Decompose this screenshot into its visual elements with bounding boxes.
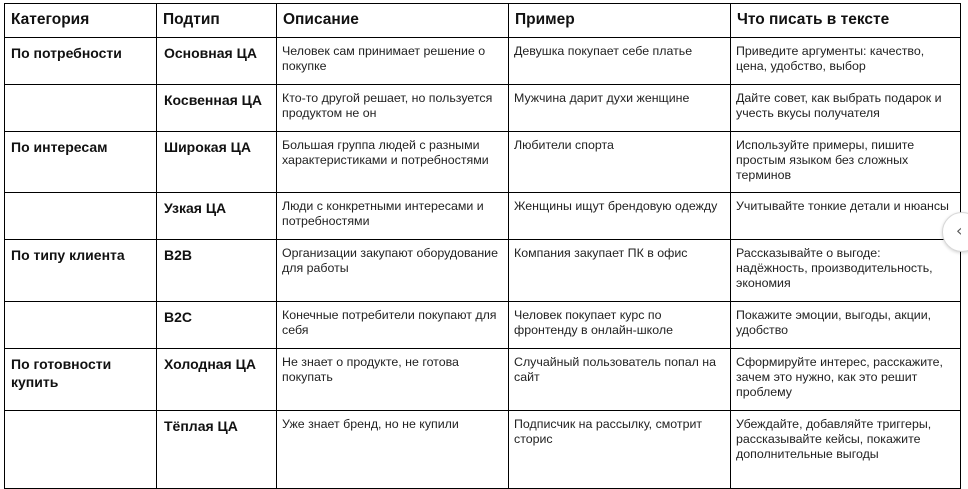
category-cell: По интересам xyxy=(5,132,157,193)
header-subtype: Подтип xyxy=(157,4,277,38)
chevron-left-icon: ‹ xyxy=(956,221,963,240)
header-example: Пример xyxy=(509,4,731,38)
example-cell: Человек покупает курс по фронтенду в онлайн-школе xyxy=(509,302,731,349)
example-cell: Случайный пользователь попал на сайт xyxy=(509,349,731,411)
header-row xyxy=(5,4,961,38)
example-cell: Компания закупает ПК в офис xyxy=(509,240,731,302)
advice-cell: Дайте совет, как выбрать подарок и учесть вкусы получателя xyxy=(731,85,961,132)
subtype-cell: Холодная ЦА xyxy=(157,349,277,411)
advice-cell: Учитывайте тонкие детали и нюансы xyxy=(731,193,961,240)
description-cell: Не знает о продукте, не готова покупать xyxy=(277,349,509,411)
subtype-cell: B2B xyxy=(157,240,277,302)
table-row xyxy=(5,85,961,132)
description-cell: Кто-то другой решает, но пользуется продуктом не он xyxy=(277,85,509,132)
header-category: Категория xyxy=(5,4,157,38)
advice-cell: Убеждайте, добавляйте триггеры, рассказывайте кейсы, покажите дополнительные выгоды xyxy=(731,411,961,489)
table-row xyxy=(5,349,961,411)
description-cell: Уже знает бренд, но не купили xyxy=(277,411,509,489)
example-cell: Женщины ищут брендовую одежду xyxy=(509,193,731,240)
advice-cell: Используйте примеры, пишите простым языком без сложных терминов xyxy=(731,132,961,193)
category-cell: По готовности купить xyxy=(5,349,157,411)
subtype-cell: Основная ЦА xyxy=(157,38,277,85)
advice-cell: Покажите эмоции, выгоды, акции, удобство xyxy=(731,302,961,349)
subtype-cell: B2C xyxy=(157,302,277,349)
category-cell: По потребности xyxy=(5,38,157,85)
example-cell: Девушка покупает себе платье xyxy=(509,38,731,85)
table-row xyxy=(5,302,961,349)
subtype-cell: Косвенная ЦА xyxy=(157,85,277,132)
category-cell xyxy=(5,302,157,349)
description-cell: Большая группа людей с разными характеристиками и потребностями xyxy=(277,132,509,193)
example-cell: Мужчина дарит духи женщине xyxy=(509,85,731,132)
header-advice: Что писать в тексте xyxy=(731,4,961,38)
description-cell: Человек сам принимает решение о покупке xyxy=(277,38,509,85)
table-row xyxy=(5,38,961,85)
table-row xyxy=(5,132,961,193)
advice-cell: Приведите аргументы: качество, цена, удобство, выбор xyxy=(731,38,961,85)
example-cell: Подписчик на рассылку, смотрит сторис xyxy=(509,411,731,489)
description-cell: Конечные потребители покупают для себя xyxy=(277,302,509,349)
header-description: Описание xyxy=(277,4,509,38)
subtype-cell: Широкая ЦА xyxy=(157,132,277,193)
table-row xyxy=(5,240,961,302)
example-cell: Любители спорта xyxy=(509,132,731,193)
category-cell: По типу клиента xyxy=(5,240,157,302)
description-cell: Люди с конкретными интересами и потребностями xyxy=(277,193,509,240)
subtype-cell: Тёплая ЦА xyxy=(157,411,277,489)
audience-table xyxy=(4,3,961,489)
description-cell: Организации закупают оборудование для работы xyxy=(277,240,509,302)
advice-cell: Сформируйте интерес, расскажите, зачем это нужно, как это решит проблему xyxy=(731,349,961,411)
category-cell xyxy=(5,411,157,489)
table-row xyxy=(5,193,961,240)
category-cell xyxy=(5,193,157,240)
subtype-cell: Узкая ЦА xyxy=(157,193,277,240)
table-row xyxy=(5,411,961,489)
advice-cell: Рассказывайте о выгоде: надёжность, производительность, экономия xyxy=(731,240,961,302)
category-cell xyxy=(5,85,157,132)
